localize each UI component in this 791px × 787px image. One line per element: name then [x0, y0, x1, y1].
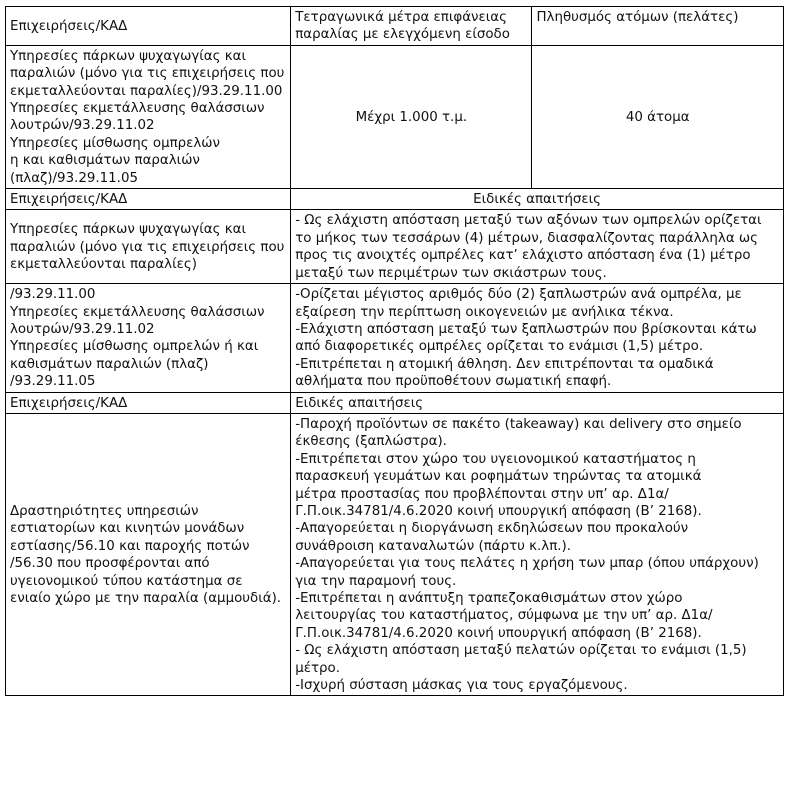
requirement-line: μέτρο. [295, 660, 340, 676]
business-line: καθισμάτων παραλιών (πλαζ) [10, 356, 209, 372]
requirements-cell [291, 413, 784, 696]
business-line: εκμεταλλεύονται παραλίες) [10, 256, 197, 272]
population-cell: 40 άτομα [532, 45, 784, 188]
requirement-line: για την παραμονή τους. [295, 573, 457, 589]
requirement-line: -Ελάχιστη απόσταση μεταξύ των ξαπλωστρών που βρίσκονται κάτω [295, 321, 757, 337]
requirement-line: - Ως ελάχιστη απόσταση μεταξύ των αξόνων των ομπρελών ορίζεται [295, 213, 762, 229]
business-line: εστιατορίων και κινητών μονάδων [10, 521, 245, 537]
area-cell: Μέχρι 1.000 τ.μ. [291, 45, 532, 188]
table2-header-row [6, 189, 784, 210]
business-line: Υπηρεσίες εκμετάλλευσης θαλάσσιων [10, 304, 265, 320]
requirement-line: -Ορίζεται μέγιστος αριθμός δύο (2) ξαπλωστρών ανά ομπρέλα, με [295, 287, 742, 303]
table2-row [6, 210, 784, 284]
business-cell [6, 284, 291, 392]
requirement-line: -Επιτρέπεται η ατομική άθληση. Δεν επιτρέπονται τα ομαδικά [295, 356, 714, 372]
requirement-line: μεταξύ των περιμέτρων των σκιάστρων τους. [295, 265, 607, 281]
header-population-cell: Πληθυσμός ατόμων (πελάτες) [532, 7, 784, 46]
business-line: λουτρών/93.29.11.02 [10, 118, 155, 134]
requirement-line: -Απαγορεύεται για τους πελάτες η χρήση των μπαρ (όπου υπάρχουν) [295, 556, 759, 572]
business-line: εκμεταλλεύονται παραλίες)/93.29.11.00 [10, 83, 283, 99]
business-line: υγειονομικού τύπου κατάστημα σε [10, 573, 243, 589]
business-line: Υπηρεσίες εκμετάλλευσης θαλάσσιων [10, 101, 265, 117]
header-business-cell: Επιχειρήσεις/ΚΑΔ [6, 392, 291, 413]
header-requirements-cell: Ειδικές απαιτήσεις [291, 189, 784, 210]
document-page [5, 6, 784, 696]
business-line: Υπηρεσίες πάρκων ψυχαγωγίας και [10, 48, 246, 64]
requirement-line: έκθεσης (ξαπλώστρα). [295, 434, 447, 450]
requirement-line: αθλήματα που προϋποθέτουν σωματική επαφή. [295, 374, 612, 390]
business-line: Υπηρεσίες μίσθωσης ομπρελών [10, 135, 221, 151]
requirement-line: Γ.Π.οικ.34781/4.6.2020 κοινή υπουργική απόφαση (Β’ 2168). [295, 503, 702, 519]
requirement-line: -Επιτρέπεται στον χώρο του υγειονομικού καταστήματος η [295, 451, 696, 467]
header-requirements-cell: Ειδικές απαιτήσεις [291, 392, 784, 413]
table1-header-row [6, 7, 784, 46]
business-line: Υπηρεσίες μίσθωσης ομπρελών ή και [10, 339, 259, 355]
requirement-line: μέτρα προστασίας που προβλέπονται στην υπ’ αρ. Δ1α/ [295, 486, 669, 502]
business-line: /93.29.11.05 [10, 374, 96, 390]
header-business-cell: Επιχειρήσεις/ΚΑΔ [6, 7, 291, 46]
requirement-line: εξαίρεση την περίπτωση οικογενειών με ανήλικα τέκνα. [295, 304, 674, 320]
requirements-table [5, 6, 784, 696]
requirement-line: Γ.Π.οικ.34781/4.6.2020 κοινή υπουργική απόφαση (Β’ 2168). [295, 625, 702, 641]
header-area-cell: Τετραγωνικά μέτρα επιφάνειας παραλίας με ελεγχόμενη είσοδο [291, 7, 532, 46]
requirement-line: -Απαγορεύεται η διοργάνωση εκδηλώσεων που προκαλούν [295, 521, 689, 537]
requirements-cell [291, 284, 784, 392]
business-line: ενιαίο χώρο με την παραλία (αμμουδιά). [10, 591, 282, 606]
requirements-cell [291, 210, 784, 284]
requirement-line: - Ως ελάχιστη απόσταση μεταξύ πελατών ορίζεται το ενάμισι (1,5) [295, 643, 747, 659]
requirement-line: -Παροχή προϊόντων σε πακέτο (takeaway) και delivery στο σημείο [295, 416, 742, 432]
requirement-line: συνάθροιση καταναλωτών (πάρτυ κ.λπ.). [295, 538, 572, 554]
business-line: εστίασης/56.10 και παροχής ποτών [10, 538, 250, 554]
table3-row [6, 413, 784, 696]
requirement-line: -Επιτρέπεται η ανάπτυξη τραπεζοκαθισμάτων στον χώρο [295, 591, 683, 606]
table1-row [6, 45, 784, 188]
requirement-line: παρασκευή γευμάτων και ροφημάτων τηρώντας τα ατομικά [295, 469, 702, 485]
business-cell [6, 413, 291, 696]
business-cell [6, 210, 291, 284]
business-line: παραλιών (μόνο για τις επιχειρήσεις που [10, 66, 285, 82]
requirement-line: από διαφορετικές ομπρέλες ορίζεται το ενάμισι (1,5) μέτρο. [295, 339, 704, 355]
requirement-line: -Ισχυρή σύσταση μάσκας για τους εργαζόμενους. [295, 678, 628, 694]
business-line: η και καθισμάτων παραλιών [10, 153, 200, 169]
header-business-cell: Επιχειρήσεις/ΚΑΔ [6, 189, 291, 210]
business-line: λουτρών/93.29.11.02 [10, 321, 155, 337]
business-line: /93.29.11.00 [10, 287, 96, 303]
table2-row [6, 284, 784, 392]
requirement-line: προς τις ανοιχτές ομπρέλες κατ’ ελάχιστο απόσταση ένα (1) μέτρο [295, 248, 751, 264]
requirement-line: το μήκος των τεσσάρων (4) μέτρων, διασφαλίζοντας παράλληλα ως [295, 230, 758, 246]
business-line: Δραστηριότητες υπηρεσιών [10, 503, 199, 519]
business-line: παραλιών (μόνο για τις επιχειρήσεις που [10, 239, 285, 255]
business-line: /56.30 που προσφέρονται από [10, 556, 210, 572]
table3-header-row [6, 392, 784, 413]
business-line: (πλαζ)/93.29.11.05 [10, 170, 138, 186]
business-cell [6, 45, 291, 188]
requirement-line: λειτουργίας του καταστήματος, σύμφωνα με την υπ’ αρ. Δ1α/ [295, 608, 713, 624]
business-line: Υπηρεσίες πάρκων ψυχαγωγίας και [10, 222, 246, 238]
